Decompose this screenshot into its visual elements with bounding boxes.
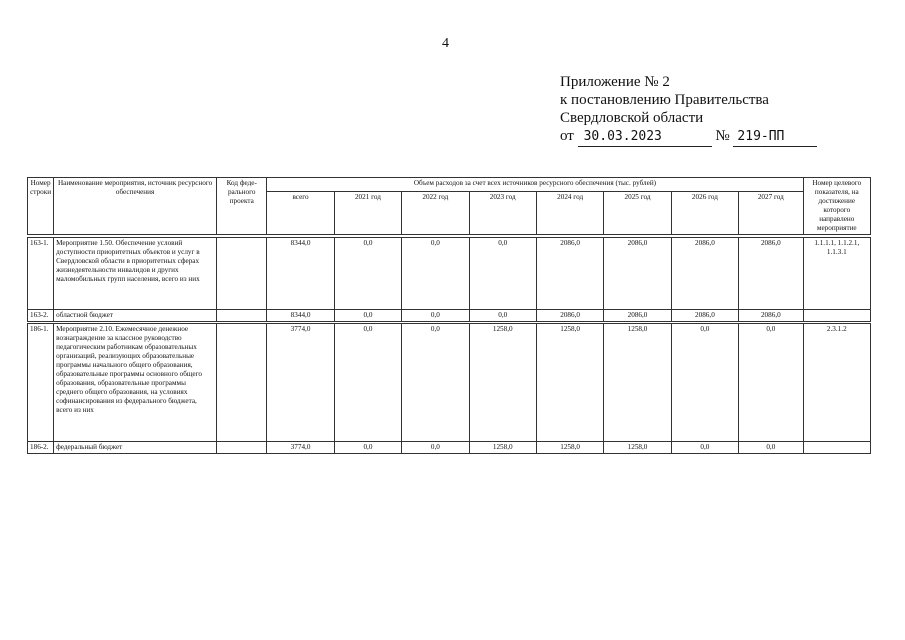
row-2021: 0,0	[334, 324, 401, 442]
header-project-code: Код феде-рального проекта	[217, 178, 267, 235]
row-2022: 0,0	[402, 310, 469, 322]
row-2022: 0,0	[402, 324, 469, 442]
row-2023: 0,0	[469, 238, 536, 310]
row-name: Мероприятие 2.10. Ежемесячное денежное вознаграждение за классное руководство педагогическим работникам образовательных организаций, реализующих образовательные программы начального общего образования, образовательные программы основного общего образования, образовательные программы среднего общего образования, на условиях софинансирования из федерального бюджета, всего из них	[54, 324, 217, 442]
row-2022: 0,0	[402, 238, 469, 310]
row-2027: 2086,0	[739, 310, 803, 322]
appendix-header	[560, 73, 817, 147]
table-row	[28, 310, 871, 322]
row-2024: 2086,0	[536, 238, 603, 310]
row-2027: 0,0	[739, 324, 803, 442]
row-2021: 0,0	[334, 442, 401, 454]
row-2023: 0,0	[469, 310, 536, 322]
header-2024: 2024 год	[536, 192, 603, 235]
header-total: всего	[267, 192, 334, 235]
table-row	[28, 324, 871, 442]
row-2023: 1258,0	[469, 324, 536, 442]
row-2023: 1258,0	[469, 442, 536, 454]
number-value: 219-ПП	[733, 128, 817, 147]
header-2026: 2026 год	[671, 192, 738, 235]
row-name: областной бюджет	[54, 310, 217, 322]
header-2025: 2025 год	[604, 192, 671, 235]
appendix-resolution: к постановлению Правительства	[560, 92, 769, 108]
page-number: 4	[442, 36, 449, 51]
row-total: 8344,0	[267, 238, 334, 310]
header-2022: 2022 год	[402, 192, 469, 235]
header-row-top	[28, 178, 871, 192]
header-2023: 2023 год	[469, 192, 536, 235]
row-2026: 0,0	[671, 442, 738, 454]
budget-table	[27, 177, 871, 454]
row-2021: 0,0	[334, 238, 401, 310]
table-row	[28, 238, 871, 310]
row-2026: 0,0	[671, 324, 738, 442]
row-total: 8344,0	[267, 310, 334, 322]
row-total: 3774,0	[267, 324, 334, 442]
row-2026: 2086,0	[671, 238, 738, 310]
row-2024: 1258,0	[536, 442, 603, 454]
row-number: 163-2.	[28, 310, 54, 322]
row-number: 163-1.	[28, 238, 54, 310]
appendix-region: Свердловской области	[560, 110, 704, 126]
row-name: Мероприятие 1.50. Обеспечение условий доступности приоритетных объектов и услуг в Свердловской области в приоритетных сферах жизнедеятельности инвалидов и других маломобильных групп населения, всего из них	[54, 238, 217, 310]
row-name: федеральный бюджет	[54, 442, 217, 454]
row-2025: 1258,0	[604, 442, 671, 454]
date-value: 30.03.2023	[578, 128, 712, 147]
row-target	[803, 310, 870, 322]
number-prefix: №	[715, 128, 730, 144]
table-row	[28, 442, 871, 454]
row-2025: 2086,0	[604, 310, 671, 322]
row-2024: 1258,0	[536, 324, 603, 442]
row-target: 2.3.1.2	[803, 324, 870, 442]
row-code	[217, 310, 267, 322]
row-code	[217, 324, 267, 442]
row-2025: 1258,0	[604, 324, 671, 442]
row-number: 186-2.	[28, 442, 54, 454]
header-expenses: Объем расходов за счет всех источников ресурсного обеспечения (тыс. рублей)	[267, 178, 803, 192]
row-2024: 2086,0	[536, 310, 603, 322]
row-target: 1.1.1.1, 1.1.2.1, 1.1.3.1	[803, 238, 870, 310]
appendix-date-line	[560, 127, 817, 147]
row-2022: 0,0	[402, 442, 469, 454]
row-code	[217, 442, 267, 454]
header-name: Наименование мероприятия, источник ресурсного обеспечения	[54, 178, 217, 235]
header-row-number: Номер строки	[28, 178, 54, 235]
header-2027: 2027 год	[739, 192, 803, 235]
date-prefix: от	[560, 128, 574, 144]
row-2021: 0,0	[334, 310, 401, 322]
row-target	[803, 442, 870, 454]
row-number: 186-1.	[28, 324, 54, 442]
header-2021: 2021 год	[334, 192, 401, 235]
row-total: 3774,0	[267, 442, 334, 454]
row-2026: 2086,0	[671, 310, 738, 322]
row-2025: 2086,0	[604, 238, 671, 310]
row-code	[217, 238, 267, 310]
appendix-title: Приложение № 2	[560, 74, 670, 90]
header-target: Номер целевого показателя, на достижение которого направлено мероприятие	[803, 178, 870, 235]
row-2027: 0,0	[739, 442, 803, 454]
row-2027: 2086,0	[739, 238, 803, 310]
